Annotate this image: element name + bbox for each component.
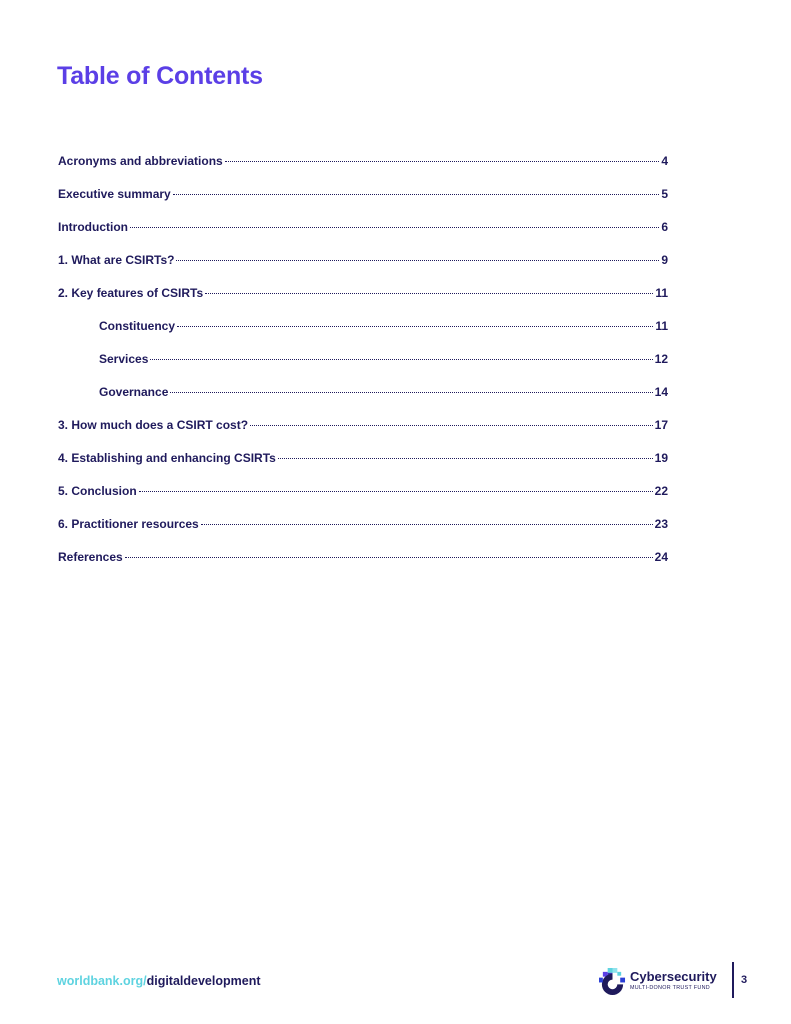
footer-link-path: digitaldevelopment xyxy=(146,974,261,988)
toc-entry-page: 23 xyxy=(654,517,668,531)
toc-entry-label: Acronyms and abbreviations xyxy=(58,154,223,168)
footer-link-domain: worldbank.org/ xyxy=(57,974,147,988)
dot-leader xyxy=(125,557,653,558)
toc-entry-key-features[interactable] xyxy=(58,286,668,319)
toc-entry-page: 24 xyxy=(654,550,668,564)
toc-entry-references[interactable] xyxy=(58,550,668,583)
toc-entry-page: 17 xyxy=(654,418,668,432)
dot-leader xyxy=(130,227,659,228)
toc-entry-page: 11 xyxy=(655,286,668,300)
cybersecurity-logo-icon xyxy=(599,968,626,995)
toc-entry-establishing-csirts[interactable] xyxy=(58,451,668,484)
toc-entry-practitioner-resources[interactable] xyxy=(58,517,668,550)
toc-entry-what-are-csirts[interactable] xyxy=(58,253,668,286)
dot-leader xyxy=(139,491,653,492)
toc-entry-label: Governance xyxy=(99,385,169,399)
toc-entry-page: 19 xyxy=(654,451,668,465)
toc-entry-label: References xyxy=(58,550,123,564)
toc-entry-page: 11 xyxy=(655,319,668,333)
table-of-contents xyxy=(58,154,668,583)
toc-entry-label: 1. What are CSIRTs? xyxy=(58,253,175,267)
dot-leader xyxy=(170,392,652,393)
toc-entry-label: 3. How much does a CSIRT cost? xyxy=(58,418,249,432)
dot-leader xyxy=(250,425,653,426)
toc-entry-label: Services xyxy=(99,352,149,366)
toc-entry-label: 6. Practitioner resources xyxy=(58,517,199,531)
toc-entry-page: 14 xyxy=(654,385,668,399)
toc-entry-label: Executive summary xyxy=(58,187,171,201)
toc-entry-page: 4 xyxy=(661,154,668,168)
brand-name: Cybersecurity xyxy=(630,969,717,984)
page-title: Table of Contents xyxy=(57,62,263,90)
dot-leader xyxy=(173,194,660,195)
toc-entry-csirt-cost[interactable] xyxy=(58,418,668,451)
toc-entry-services[interactable] xyxy=(58,352,668,385)
dot-leader xyxy=(205,293,653,294)
toc-entry-label: 4. Establishing and enhancing CSIRTs xyxy=(58,451,276,465)
toc-entry-page: 6 xyxy=(661,220,668,234)
cybersecurity-brand-logo xyxy=(599,966,717,996)
dot-leader xyxy=(278,458,653,459)
page-number: 3 xyxy=(741,974,748,986)
toc-entry-label: Constituency xyxy=(99,319,176,333)
toc-entry-governance[interactable] xyxy=(58,385,668,418)
footer-divider xyxy=(732,962,734,998)
dot-leader xyxy=(150,359,652,360)
toc-entry-introduction[interactable] xyxy=(58,220,668,253)
toc-entry-page: 22 xyxy=(654,484,668,498)
toc-entry-page: 5 xyxy=(661,187,668,201)
dot-leader xyxy=(177,326,653,327)
dot-leader xyxy=(201,524,653,525)
toc-entry-acronyms[interactable] xyxy=(58,154,668,187)
brand-subtitle: MULTI-DONOR TRUST FUND xyxy=(630,985,710,991)
footer-website-link[interactable] xyxy=(57,974,261,988)
brand-wordmark xyxy=(630,970,717,992)
toc-entry-page: 12 xyxy=(654,352,668,366)
toc-entry-label: Introduction xyxy=(58,220,128,234)
toc-entry-conclusion[interactable] xyxy=(58,484,668,517)
dot-leader xyxy=(176,260,659,261)
toc-entry-constituency[interactable] xyxy=(58,319,668,352)
toc-entry-page: 9 xyxy=(661,253,668,267)
toc-entry-executive-summary[interactable] xyxy=(58,187,668,220)
toc-entry-label: 2. Key features of CSIRTs xyxy=(58,286,204,300)
toc-entry-label: 5. Conclusion xyxy=(58,484,137,498)
dot-leader xyxy=(225,161,660,162)
